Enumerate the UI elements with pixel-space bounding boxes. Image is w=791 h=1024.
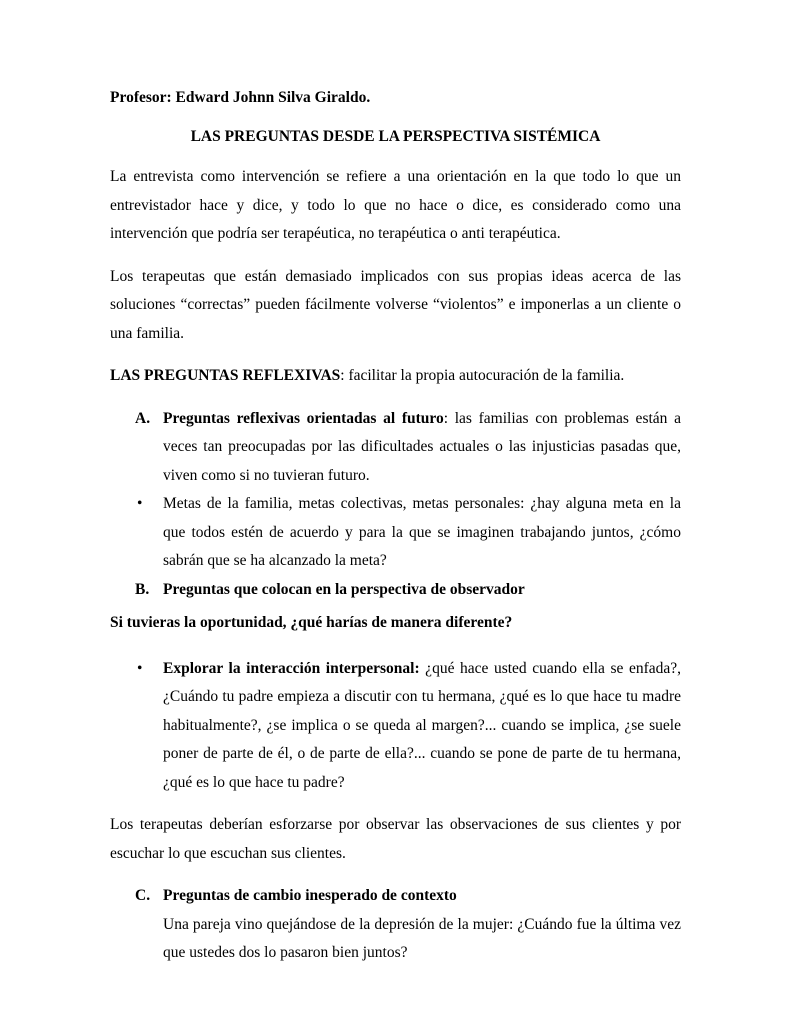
- heading-preguntas-reflexivas: [110, 362, 681, 391]
- heading-question: Si tuvieras la oportunidad, ¿qué harías de manera diferente?: [110, 614, 513, 631]
- document-title: LAS PREGUNTAS DESDE LA PERSPECTIVA SISTÉMICA: [190, 127, 601, 145]
- list-item-c-lead: Preguntas de cambio inesperado de contexto: [163, 887, 457, 904]
- list-item-b: [110, 576, 681, 605]
- outline-list-explorar: [110, 655, 681, 798]
- list-item-c-marker: C.: [135, 887, 151, 904]
- list-item-a-rest: : las familias con problemas están a veces tan preocupadas por las dificultades actuales o las injusticias pasadas que, viven como si no tuvieran futuro.: [163, 409, 681, 484]
- paragraph-observar: Los terapeutas deberían esforzarse por observar las observaciones de sus clientes y por escuchar lo que escuchan sus clientes.: [110, 816, 681, 862]
- list-item-a: [110, 405, 681, 491]
- list-item-bullet-explorar: [110, 655, 681, 798]
- list-item-bullet-explorar-lead: Explorar la interacción interpersonal:: [163, 659, 420, 677]
- list-item-c: [110, 882, 681, 968]
- list-item-bullet-explorar-rest: ¿qué hace usted cuando ella se enfada?, ¿Cuándo tu padre empieza a discutir con tu hermana, ¿qué es lo que hace tu madre habitualmente?, ¿se implica o se queda al margen?... cuando se implica, ¿se suele poner de parte de él, o de parte de ella?... cuando se pone de parte de tu hermana, ¿qué es lo que hace tu padre?: [163, 659, 682, 791]
- paragraph-intro: La entrevista como intervención se refiere a una orientación en la que todo lo que un entrevistador hace y dice, y todo lo que no hace o dice, es considerado como una intervención que podría ser terapéutica, no terapéutica o anti terapéutica.: [110, 168, 681, 242]
- list-item-a-marker: A.: [135, 409, 151, 427]
- list-item-a-lead: Preguntas reflexivas orientadas al futuro: [163, 409, 444, 427]
- bullet-icon: •: [137, 659, 143, 677]
- bullet-icon: •: [137, 495, 143, 512]
- author-line: Profesor: Edward Johnn Silva Giraldo.: [110, 89, 371, 106]
- list-item-b-marker: B.: [135, 580, 150, 598]
- outline-list-ab: [110, 405, 681, 605]
- outline-list-c: [110, 882, 681, 968]
- list-item-bullet-metas-text: Metas de la familia, metas colectivas, metas personales: ¿hay alguna meta en la que todos estén de acuerdo y para la que se imaginen trabajando juntos, ¿cómo sabrán que se ha alcanzado la meta?: [163, 495, 681, 569]
- list-item-bullet-metas: [110, 490, 681, 576]
- list-item-b-lead: Preguntas que colocan en la perspectiva de observador: [163, 580, 525, 598]
- heading-preguntas-reflexivas-rest: : facilitar la propia autocuración de la familia.: [340, 367, 625, 384]
- list-item-c-body: Una pareja vino quejándose de la depresión de la mujer: ¿Cuándo fue la última vez que ustedes dos lo pasaron bien juntos?: [163, 915, 681, 961]
- paragraph-terapeutas: Los terapeutas que están demasiado implicados con sus propias ideas acerca de las soluciones “correctas” pueden fácilmente volverse “violentos” e imponerlas a un cliente o una familia.: [110, 267, 681, 342]
- heading-preguntas-reflexivas-lead: LAS PREGUNTAS REFLEXIVAS: [110, 367, 341, 384]
